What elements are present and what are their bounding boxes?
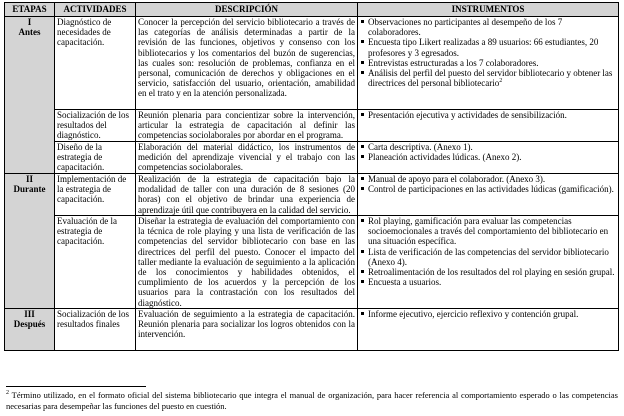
stage-name: Después	[13, 319, 46, 330]
instrument-item: Manual de apoyo para el colaborador. (Anexo 3).	[360, 174, 616, 184]
stage-name: Durante	[13, 184, 46, 195]
table-row	[5, 17, 619, 110]
activity-cell: Diagnóstico de necesidades de capacitación.	[55, 17, 136, 110]
activity-cell: Socialización de los resultados finales	[55, 309, 136, 351]
instrument-item-text: Análisis del perfil del puesto del servidor bibliotecario y obtener las directrices del personal bibliotecario	[368, 68, 613, 89]
stage-cell-antes	[5, 17, 55, 174]
activity-cell: Diseño de la estrategia de capacitación.	[55, 142, 136, 174]
instruments-cell	[358, 17, 619, 110]
activity-cell: Implementación de la estrategia de capacitación.	[55, 174, 136, 216]
table-row	[5, 174, 619, 216]
instruments-cell	[358, 216, 619, 309]
description-cell: Reunión plenaria para concientizar sobre la intervención, articular la estrategia de capacitación al definir las competencias sociolaborales por abordar en el programa.	[136, 110, 358, 142]
instrument-item: Control de participaciones en las actividades lúdicas (gamificación).	[360, 184, 616, 194]
description-cell: Diseñar la estrategia de evaluación del comportamiento con la técnica de role playing y una lista de verificación de las competencias del servidor bibliotecario con base en las directrices del perfil del puesto. Conocer el impacto del taller mediante la evaluación de seguimiento a la aplicación de los conocimientos y habilidades obtenidos, el cumplimiento de los acuerdos y la percepción de los usuarios para la contrastación con los resultados del diagnóstico.	[136, 216, 358, 309]
footnote-text: Término utilizado, en el formato oficial del sistema bibliotecario que integra el manual de organización, para hacer referencia al comportamiento esperado o las competencias necesarias para desempeñar las funciones del puesto en cuestión.	[6, 390, 618, 411]
instruments-cell	[358, 309, 619, 351]
instrument-item: Informe ejecutivo, ejercicio reflexivo y contención grupal.	[360, 309, 616, 319]
activity-cell: Socialización de los resultados del diagnóstico.	[55, 110, 136, 142]
instrument-item	[360, 68, 616, 88]
instrument-item: Presentación ejecutiva y actividades de sensibilización.	[360, 110, 616, 120]
instrument-item: Retroalimentación de los resultados del rol playing en sesión grupal.	[360, 267, 616, 277]
stage-cell-durante	[5, 174, 55, 309]
footnote-number: 2	[6, 390, 9, 397]
footnote-separator	[6, 386, 146, 387]
instrument-list	[360, 110, 616, 120]
instrument-list	[360, 142, 616, 162]
stage-name: Antes	[18, 27, 41, 38]
training-strategy-table	[4, 2, 619, 351]
instrument-item: Planeación actividades lúdicas. (Anexo 2).	[360, 152, 616, 162]
header-etapas: ETAPAS	[5, 3, 55, 17]
description-cell: Conocer la percepción del servicio bibliotecario a través de las categorías de análisis determinadas a partir de la revisión de las funciones, objetivos y consenso con los bibliotecarios y los comentarios del buzón de sugerencias, las cuales son: resolución de problemas, confianza en el personal, comunicación de derechos y obligaciones en el servicio, satisfacción del usuario, orientación, amabilidad en el trato y en la atención personalizada.	[136, 17, 358, 110]
table-row	[5, 110, 619, 142]
instrument-item: Observaciones no participantes al desempeño de los 7 colaboradores.	[360, 17, 616, 37]
activity-cell: Evaluación de la estrategia de capacitación.	[55, 216, 136, 309]
table-row	[5, 309, 619, 351]
instrument-item: Encuesta tipo Likert realizadas a 89 usuarios: 66 estudiantes, 20 profesores y 3 egresados.	[360, 37, 616, 57]
footnote-ref-mark: 2	[499, 78, 503, 85]
instrument-list	[360, 216, 616, 287]
instrument-list	[360, 17, 616, 88]
stage-cell-despues	[5, 309, 55, 351]
instrument-list	[360, 309, 616, 319]
description-cell: Realización de la estrategia de capacitación bajo la modalidad de taller con una duración de 8 sesiones (20 horas) con el objetivo de brindar una experiencia de aprendizaje útil que contribuyera en la calidad del servicio.	[136, 174, 358, 216]
description-cell: Evaluación de seguimiento a la estrategia de capacitación. Reunión plenaria para socializar los logros obtenidos con la intervención.	[136, 309, 358, 351]
instruments-cell	[358, 174, 619, 216]
stage-number: II	[25, 174, 33, 184]
table-row	[5, 142, 619, 174]
instrument-item: Encuesta a usuarios.	[360, 277, 616, 287]
instrument-item: Entrevistas estructuradas a los 7 colaboradores.	[360, 58, 616, 68]
footnote	[6, 390, 618, 411]
instrument-item: Rol playing, gamificación para evaluar las competencias socioemocionales a través del comportamiento del bibliotecario en una situación específica.	[360, 216, 616, 247]
instrument-item: Carta descriptiva. (Anexo 1).	[360, 142, 616, 152]
instrument-list	[360, 174, 616, 194]
stage-number: I	[27, 17, 32, 27]
header-instrumentos: INSTRUMENTOS	[358, 3, 619, 17]
stage-number: III	[24, 309, 35, 319]
description-cell: Elaboración del material didáctico, los instrumentos de medición del aprendizaje vivencial y el trabajo con las competencias sociolaborales.	[136, 142, 358, 174]
instrument-item: Lista de verificación de las competencias del servidor bibliotecario (Anexo 4).	[360, 247, 616, 267]
table-row	[5, 216, 619, 309]
instruments-cell	[358, 142, 619, 174]
header-descripcion: DESCRIPCIÓN	[136, 3, 358, 17]
instruments-cell	[358, 110, 619, 142]
header-row	[5, 3, 619, 17]
header-actividades: ACTIVIDADES	[55, 3, 136, 17]
